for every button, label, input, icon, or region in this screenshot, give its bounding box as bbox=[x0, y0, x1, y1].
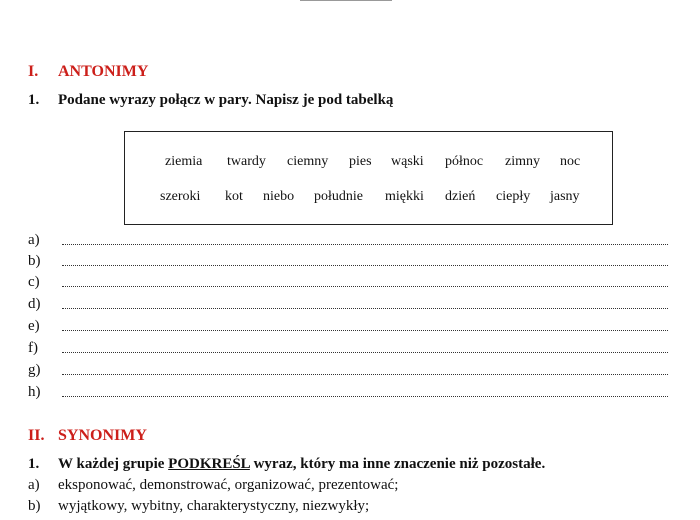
answer-label: a) bbox=[28, 232, 40, 248]
answer-label: f) bbox=[28, 340, 38, 356]
task-number: 1. bbox=[28, 456, 40, 472]
word: miękki bbox=[385, 189, 424, 204]
answer-line[interactable] bbox=[28, 274, 668, 295]
word: jasny bbox=[550, 189, 580, 204]
task-text: wyraz, który ma inne znaczenie niż pozostałe. bbox=[249, 456, 546, 472]
answer-line[interactable] bbox=[28, 384, 668, 405]
answer-label: e) bbox=[28, 318, 40, 334]
task-instruction-synonyms bbox=[28, 456, 545, 473]
answer-line[interactable] bbox=[28, 296, 668, 317]
dotted-line bbox=[62, 330, 668, 331]
word: szeroki bbox=[160, 189, 201, 204]
group-text: eksponować, demonstrować, organizować, prezentować; bbox=[58, 477, 399, 493]
word: ziemia bbox=[165, 154, 203, 169]
task-number: 1. bbox=[28, 92, 40, 108]
group-label: a) bbox=[28, 477, 40, 493]
group-label: b) bbox=[28, 498, 41, 514]
word: twardy bbox=[227, 154, 266, 169]
word: zimny bbox=[505, 154, 540, 169]
dotted-line bbox=[62, 308, 668, 309]
answer-line[interactable] bbox=[28, 340, 668, 361]
word: pies bbox=[349, 154, 372, 169]
group-text: wyjątkowy, wybitny, charakterystyczny, niezwykły; bbox=[58, 498, 370, 514]
section-title: SYNONIMY bbox=[58, 427, 147, 444]
task-instruction-antonyms bbox=[28, 92, 393, 109]
answer-label: h) bbox=[28, 384, 41, 400]
word: ciemny bbox=[287, 154, 329, 169]
section-heading-synonyms bbox=[28, 427, 147, 445]
word: kot bbox=[225, 189, 243, 204]
answer-line[interactable] bbox=[28, 318, 668, 339]
word: dzień bbox=[445, 189, 476, 204]
section-heading-antonyms bbox=[28, 63, 148, 81]
dotted-line bbox=[62, 396, 668, 397]
word-box bbox=[124, 131, 613, 225]
dotted-line bbox=[62, 352, 668, 353]
answer-label: d) bbox=[28, 296, 41, 312]
answer-label: b) bbox=[28, 253, 41, 269]
section-number: I. bbox=[28, 63, 39, 80]
word: ciepły bbox=[496, 189, 531, 204]
top-rule bbox=[300, 0, 392, 1]
answer-line[interactable] bbox=[28, 253, 668, 274]
word: południe bbox=[314, 189, 363, 204]
section-number: II. bbox=[28, 427, 45, 444]
answer-line[interactable] bbox=[28, 232, 668, 253]
section-title: ANTONIMY bbox=[58, 63, 149, 80]
answer-line[interactable] bbox=[28, 362, 668, 383]
dotted-line bbox=[62, 286, 668, 287]
word: wąski bbox=[391, 154, 424, 169]
dotted-line bbox=[62, 265, 668, 266]
task-text: W każdej grupie bbox=[58, 456, 169, 472]
answer-label: g) bbox=[28, 362, 41, 378]
task-emphasis: PODKREŚL bbox=[168, 456, 250, 472]
word-group bbox=[28, 498, 369, 515]
word: noc bbox=[560, 154, 581, 169]
task-text: Podane wyrazy połącz w pary. Napisz je pod tabelką bbox=[58, 92, 394, 108]
dotted-line bbox=[62, 374, 668, 375]
answer-label: c) bbox=[28, 274, 40, 290]
dotted-line bbox=[62, 244, 668, 245]
word: niebo bbox=[263, 189, 295, 204]
word-group bbox=[28, 477, 398, 494]
word: północ bbox=[445, 154, 484, 169]
